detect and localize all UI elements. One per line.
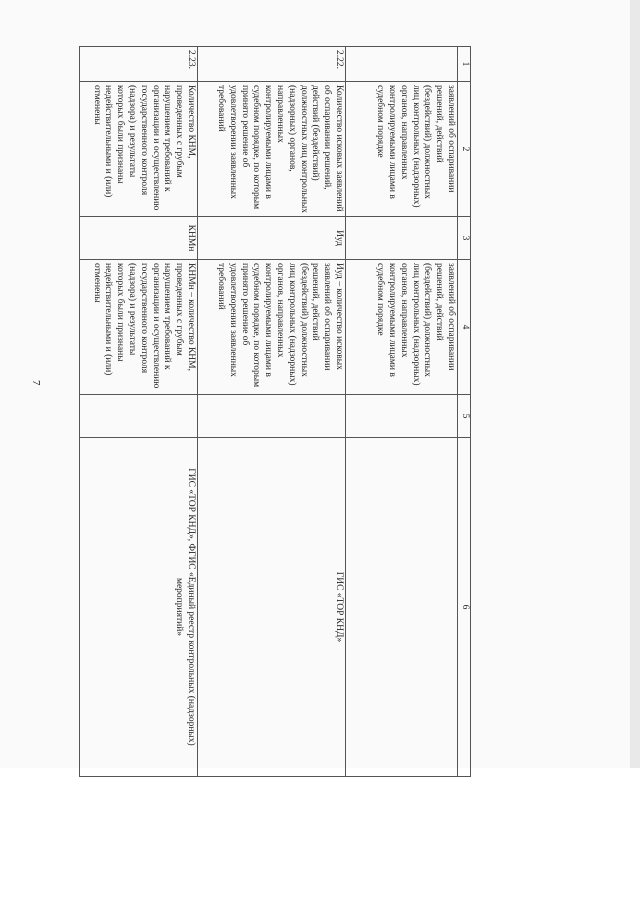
col5-cell — [80, 395, 198, 438]
table-row — [198, 47, 346, 777]
indicator-formula: Иуд – количество исковых заявлений об оспаривании решений, действий (бездействий) должностных лиц контрольных (надзорных) органов, направленных контролируемыми лицами в судебном порядке, по которым принято решение об удовлетворении заявленных требований — [198, 260, 346, 395]
header-col-5: 5 — [458, 395, 471, 438]
indicator-formula: КНМн – количество КНМ, проведенных с грубым нарушением требований к организации и осуществлению государственного контроля (надзора) и результаты которых были признаны недействительными и (или) отменены — [80, 260, 198, 395]
row-number: 2.22. — [198, 47, 346, 82]
indicator-symbol — [346, 217, 458, 260]
row-number — [346, 47, 458, 82]
data-source: ГИС «ТОР КНД», ФГИС «Единый реестр контрольных (надзорных) мероприятий» — [80, 438, 198, 777]
header-col-4: 4 — [458, 260, 471, 395]
header-col-2: 2 — [458, 82, 471, 217]
indicator-description: заявлений об оспаривании решений, действий (бездействий) должностных лиц контрольных (надзорных) органов, направленных контролируемыми лицами в судебном порядке — [346, 82, 458, 217]
row-number: 2.23. — [80, 47, 198, 82]
indicator-symbol: КНМн — [80, 217, 198, 260]
header-col-3: 3 — [458, 217, 471, 260]
indicator-table — [79, 46, 471, 777]
indicator-description: Количество исковых заявлений об оспаривании решений, действий (бездействий) должностных лиц контрольных (надзорных) органов, направленных контролируемыми лицами в судебном порядке, по которым принято решение об удовлетворении заявленных требований — [198, 82, 346, 217]
data-source — [346, 438, 458, 777]
header-col-1: 1 — [458, 47, 471, 82]
header-col-6: 6 — [458, 438, 471, 777]
indicator-description: Количество КНМ, проведенных с грубым нарушением требований к организации и осуществлению государственного контроля (надзора) и результаты которых были признаны недействительными и (или) отменены — [80, 82, 198, 217]
data-source: ГИС «ТОР КНД» — [198, 438, 346, 777]
table-header-row — [458, 47, 471, 777]
page-number: 7 — [30, 380, 42, 386]
indicator-table-rotated — [91, 46, 471, 746]
indicator-symbol: Иуд — [198, 217, 346, 260]
table-row — [80, 47, 198, 777]
col5-cell — [346, 395, 458, 438]
table-row — [346, 47, 458, 777]
indicator-formula: заявлений об оспаривании решений, действий (бездействий) должностных лиц контрольных (надзорных) органов, направленных контролируемыми лицами в судебном порядке — [346, 260, 458, 395]
col5-cell — [198, 395, 346, 438]
